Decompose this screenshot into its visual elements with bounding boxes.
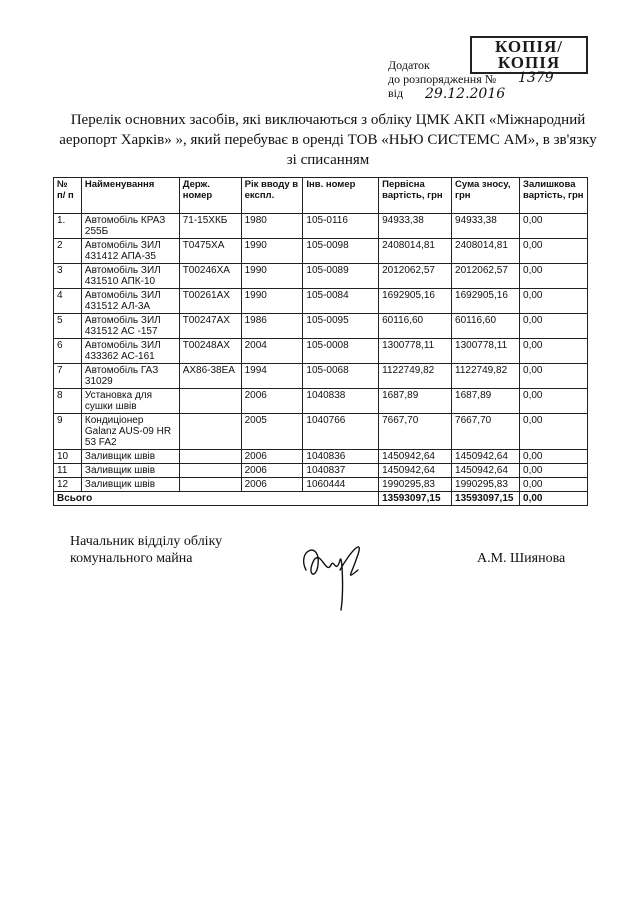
header-cell: Держ. номер (179, 178, 241, 214)
cell-year: 1990 (241, 289, 303, 314)
cell-inventory: 105-0089 (303, 264, 379, 289)
cell-wear: 1300778,11 (452, 339, 520, 364)
cell-name: Автомобіль ГАЗ 31029 (81, 364, 179, 389)
header-cell: Залишкова вартість, грн (520, 178, 588, 214)
order-date: 29.12.2016 (425, 86, 506, 102)
position-line-1: Начальник відділу обліку (70, 534, 223, 549)
cell-plate: Т00261АХ (179, 289, 241, 314)
cell-name: Заливщик швів (81, 464, 179, 478)
cell-wear: 1990295,83 (452, 478, 520, 492)
cell-initial-value: 1687,89 (379, 389, 452, 414)
cell-number: 8 (54, 389, 82, 414)
cell-name: Кондиціонер Galanz AUS-09 HR 53 FA2 (81, 414, 179, 450)
cell-wear: 1450942,64 (452, 450, 520, 464)
header-cell: № п/ п (54, 178, 82, 214)
cell-inventory: 105-0008 (303, 339, 379, 364)
handwritten-signature (296, 530, 376, 620)
cell-number: 3 (54, 264, 82, 289)
cell-wear: 94933,38 (452, 214, 520, 239)
cell-name: Автомобіль ЗИЛ 431512 АЛ-3А (81, 289, 179, 314)
cell-plate: Т00247АХ (179, 314, 241, 339)
cell-residual: 0,00 (520, 464, 588, 478)
header-cell: Інв. номер (303, 178, 379, 214)
cell-residual: 0,00 (520, 450, 588, 464)
cell-plate: Т0475ХА (179, 239, 241, 264)
cell-number: 1. (54, 214, 82, 239)
header-cell: Сума зносу, грн (452, 178, 520, 214)
cell-number: 4 (54, 289, 82, 314)
cell-number: 9 (54, 414, 82, 450)
cell-plate (179, 450, 241, 464)
cell-residual: 0,00 (520, 289, 588, 314)
header-cell: Рік вводу в експл. (241, 178, 303, 214)
cell-inventory: 105-0084 (303, 289, 379, 314)
cell-year: 1980 (241, 214, 303, 239)
cell-residual: 0,00 (520, 339, 588, 364)
cell-plate (179, 464, 241, 478)
cell-wear: 1450942,64 (452, 464, 520, 478)
cell-inventory: 1040837 (303, 464, 379, 478)
cell-year: 2006 (241, 450, 303, 464)
cell-year: 1994 (241, 364, 303, 389)
cell-year: 1986 (241, 314, 303, 339)
cell-initial-value: 1450942,64 (379, 450, 452, 464)
table-total-row (54, 492, 588, 506)
table-row (54, 464, 588, 478)
cell-year: 1990 (241, 264, 303, 289)
cell-initial-value: 1300778,11 (379, 339, 452, 364)
cell-residual: 0,00 (520, 478, 588, 492)
cell-name: Заливщик швів (81, 450, 179, 464)
table-row (54, 339, 588, 364)
cell-name: Автомобіль ЗИЛ 431510 АПК-10 (81, 264, 179, 289)
cell-plate (179, 478, 241, 492)
cell-year: 1990 (241, 239, 303, 264)
cell-inventory: 105-0068 (303, 364, 379, 389)
table-row (54, 478, 588, 492)
cell-residual: 0,00 (520, 214, 588, 239)
cell-name: Заливщик швів (81, 478, 179, 492)
cell-initial-value: 2408014,81 (379, 239, 452, 264)
stamp-line-1: КОПІЯ/ (495, 37, 563, 56)
cell-residual: 0,00 (520, 389, 588, 414)
cell-wear: 2012062,57 (452, 264, 520, 289)
signatory-name: А.М. Шиянова (477, 551, 566, 566)
document-title: Перелік основних засобів, які виключаються з обліку ЦМК АКП «Міжнародний аеропорт Харків» », який перебуває в оренді ТОВ «НЬЮ СИСТЕМС АМ», в зв'язку зі списанням (59, 112, 597, 168)
cell-initial-value: 60116,60 (379, 314, 452, 339)
cell-number: 2 (54, 239, 82, 264)
cell-plate (179, 389, 241, 414)
table-row (54, 289, 588, 314)
annex-label: Додаток (388, 58, 430, 72)
cell-residual: 0,00 (520, 364, 588, 389)
cell-number: 6 (54, 339, 82, 364)
header-cell: Первісна вартість, грн (379, 178, 452, 214)
cell-inventory: 105-0095 (303, 314, 379, 339)
table-row (54, 314, 588, 339)
cell-year: 2005 (241, 414, 303, 450)
cell-year: 2006 (241, 464, 303, 478)
cell-name: Установка для сушки швів (81, 389, 179, 414)
cell-initial-value: 1122749,82 (379, 364, 452, 389)
cell-name: Автомобіль ЗИЛ 431512 АС -157 (81, 314, 179, 339)
cell-number: 5 (54, 314, 82, 339)
cell-initial-value: 94933,38 (379, 214, 452, 239)
total-residual: 0,00 (520, 492, 588, 506)
total-label: Всього (54, 492, 379, 506)
cell-number: 10 (54, 450, 82, 464)
cell-plate: Т00248АХ (179, 339, 241, 364)
cell-inventory: 105-0116 (303, 214, 379, 239)
cell-wear: 60116,60 (452, 314, 520, 339)
cell-name: Автомобіль КРАЗ 255Б (81, 214, 179, 239)
cell-plate: Т00246ХА (179, 264, 241, 289)
cell-plate (179, 414, 241, 450)
assets-table (53, 177, 588, 506)
table-row (54, 364, 588, 389)
cell-residual: 0,00 (520, 239, 588, 264)
position-line-2: комунального майна (70, 551, 193, 566)
cell-year: 2004 (241, 339, 303, 364)
cell-wear: 7667,70 (452, 414, 520, 450)
cell-year: 2006 (241, 478, 303, 492)
cell-residual: 0,00 (520, 314, 588, 339)
table-row (54, 414, 588, 450)
header-cell: Найменування (81, 178, 179, 214)
cell-initial-value: 7667,70 (379, 414, 452, 450)
cell-number: 12 (54, 478, 82, 492)
total-wear: 13593097,15 (452, 492, 520, 506)
cell-inventory: 105-0098 (303, 239, 379, 264)
table-row (54, 389, 588, 414)
cell-number: 7 (54, 364, 82, 389)
cell-name: Автомобіль ЗИЛ 431412 АПА-35 (81, 239, 179, 264)
cell-inventory: 1040838 (303, 389, 379, 414)
table-row (54, 264, 588, 289)
stamp-line-2: КОПІЯ (497, 53, 561, 72)
annex-date-prefix: від (388, 86, 404, 100)
cell-wear: 1687,89 (452, 389, 520, 414)
cell-residual: 0,00 (520, 414, 588, 450)
total-initial: 13593097,15 (379, 492, 452, 506)
cell-initial-value: 1692905,16 (379, 289, 452, 314)
cell-year: 2006 (241, 389, 303, 414)
signatory-position (70, 533, 222, 567)
order-number: 1379 (518, 70, 554, 86)
table-header-row (54, 178, 588, 214)
table-row (54, 214, 588, 239)
cell-name: Автомобіль ЗИЛ 433362 АС-161 (81, 339, 179, 364)
cell-plate: АХ86-38ЕА (179, 364, 241, 389)
cell-wear: 1122749,82 (452, 364, 520, 389)
cell-inventory: 1040836 (303, 450, 379, 464)
cell-plate: 71-15ХКБ (179, 214, 241, 239)
cell-initial-value: 2012062,57 (379, 264, 452, 289)
cell-initial-value: 1450942,64 (379, 464, 452, 478)
cell-inventory: 1040766 (303, 414, 379, 450)
cell-number: 11 (54, 464, 82, 478)
cell-wear: 2408014,81 (452, 239, 520, 264)
cell-initial-value: 1990295,83 (379, 478, 452, 492)
cell-residual: 0,00 (520, 264, 588, 289)
table-row (54, 239, 588, 264)
table-row (54, 450, 588, 464)
annex-order-line: до розпорядження № (388, 72, 497, 86)
cell-wear: 1692905,16 (452, 289, 520, 314)
cell-inventory: 1060444 (303, 478, 379, 492)
